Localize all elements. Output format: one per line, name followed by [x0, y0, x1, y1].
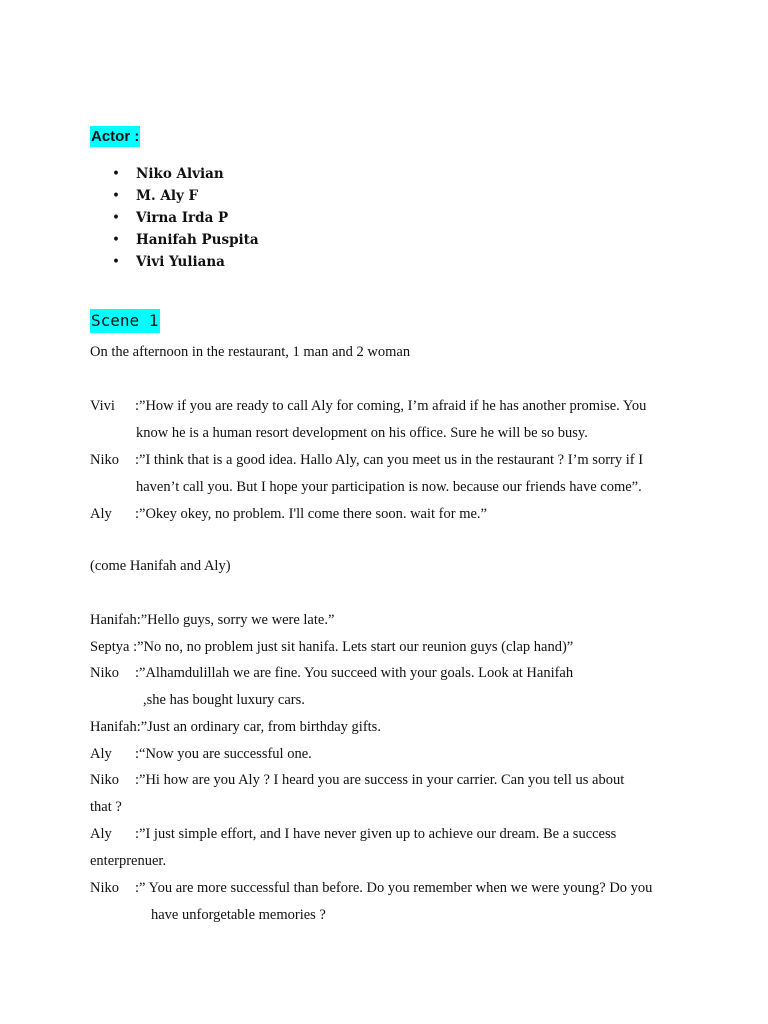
actor-heading: Actor : — [91, 128, 140, 145]
bullet-icon: • — [112, 188, 120, 204]
speaker-name: Aly — [90, 826, 112, 842]
dialogue-line: :”Alhamdulillah we are fine. You succeed with your goals. Look at Hanifah — [135, 665, 574, 681]
bullet-icon: • — [112, 210, 120, 226]
speaker-name: Niko — [90, 772, 119, 788]
dialogue-line: :“Now you are successful one. — [135, 746, 312, 762]
dialogue-line: :”Okey okey, no problem. I'll come there soon. wait for me.” — [135, 506, 487, 522]
dialogue-line: :”No no, no problem just sit hanifa. Lets start our reunion guys (clap hand)” — [133, 639, 574, 655]
dialogue-line: :”Hello guys, sorry we were late.” — [136, 612, 335, 628]
list-item — [112, 229, 259, 251]
dialogue-line: :”Just an ordinary car, from birthday gifts. — [136, 719, 381, 735]
actor-list — [112, 163, 259, 273]
dialogue-line: that ? — [90, 799, 122, 815]
dialogue-row — [90, 637, 573, 657]
stage-direction: (come Hanifah and Aly) — [90, 558, 231, 574]
dialogue-line: enterprenuer. — [90, 853, 167, 869]
list-item — [112, 251, 259, 273]
speaker-name: Vivi — [90, 398, 115, 414]
list-item — [112, 185, 259, 207]
bullet-icon: • — [112, 254, 120, 270]
speaker-name: Hanifah — [90, 612, 137, 628]
list-item — [112, 207, 259, 229]
actor-name: Hanifah Puspita — [136, 232, 259, 248]
dialogue-line: :”How if you are ready to call Aly for coming, I’m afraid if he has another promise. You — [135, 398, 647, 414]
dialogue-line: ,she has bought luxury cars. — [143, 692, 305, 708]
scene-heading: Scene 1 — [90, 309, 160, 333]
speaker-name: Septya — [90, 639, 130, 655]
actor-name: M. Aly F — [136, 188, 199, 204]
speaker-name: Niko — [90, 452, 119, 468]
dialogue-line: :”I just simple effort, and I have never given up to achieve our dream. Be a success — [135, 826, 617, 842]
dialogue-line: :” You are more successful than before. Do you remember when we were young? Do you — [135, 880, 653, 896]
speaker-name: Aly — [90, 506, 112, 522]
actor-name: Virna Irda P — [136, 210, 229, 226]
dialogue-line: haven’t call you. But I hope your participation is now. because our friends have come”. — [136, 479, 642, 495]
speaker-name: Aly — [90, 746, 112, 762]
dialogue-row — [90, 717, 381, 737]
list-item — [112, 163, 259, 185]
actor-name: Vivi Yuliana — [136, 254, 225, 270]
bullet-icon: • — [112, 232, 120, 248]
speaker-name: Niko — [90, 665, 119, 681]
dialogue-line: :”I think that is a good idea. Hallo Aly, can you meet us in the restaurant ? I’m sorry if I — [135, 452, 644, 468]
actor-name: Niko Alvian — [136, 166, 224, 182]
speaker-name: Niko — [90, 880, 119, 896]
bullet-icon: • — [112, 166, 120, 182]
dialogue-line: :”Hi how are you Aly ? I heard you are success in your carrier. Can you tell us about — [135, 772, 625, 788]
speaker-name: Hanifah — [90, 719, 137, 735]
scene-setting: On the afternoon in the restaurant, 1 man and 2 woman — [90, 344, 411, 360]
dialogue-line: have unforgetable memories ? — [151, 907, 326, 923]
dialogue-line: know he is a human resort development on his office. Sure he will be so busy. — [136, 425, 588, 441]
dialogue-row — [90, 610, 334, 630]
